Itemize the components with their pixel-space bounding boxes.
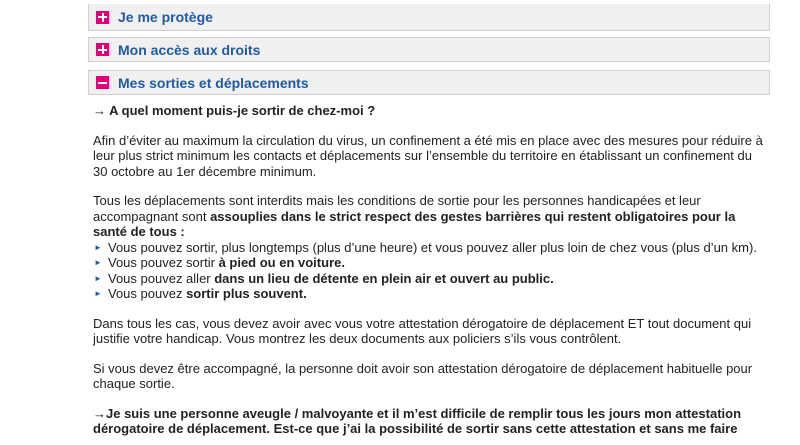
paragraph xyxy=(93,193,765,240)
accordion-header-mon-acces-aux-droits[interactable] xyxy=(88,37,770,62)
accordion-header-je-me-protege[interactable] xyxy=(88,4,770,31)
question-heading: →Je suis une personne aveugle / malvoyante et il m’est difficile de remplir tous les jours mon attestation dérogatoire de déplacement. Est-ce que j’ai la possibilité de sortir sans cette attestation et sans me faire xyxy=(93,405,742,436)
paragraph: Si vous devez être accompagné, la personne doit avoir son attestation dérogatoire de déplacement habituelle pour chaque sortie. xyxy=(93,360,753,391)
plus-icon[interactable] xyxy=(96,11,109,24)
list-item: ► Vous pouvez aller dans un lieu de détente en plein air et ouvert au public. xyxy=(94,270,554,286)
bullet-icon: ► xyxy=(94,258,102,267)
question-heading: → A quel moment puis-je sortir de chez-moi ? xyxy=(93,103,376,118)
accordion-title[interactable]: Mon accès aux droits xyxy=(118,41,261,58)
accordion-title[interactable]: Mes sorties et déplacements xyxy=(118,74,309,91)
paragraph: Dans tous les cas, vous devez avoir avec vous votre attestation dérogatoire de déplacement ET tout document qui justifie votre handicap. Vous montrez les deux documents aux policiers s’ils vous contrôlent. xyxy=(93,315,752,346)
bullet-icon: ► xyxy=(94,289,102,298)
bullet-icon: ► xyxy=(94,273,102,283)
paragraph-text: Tous les déplacements sont interdits mais les conditions de sortie pour les personnes handicapées et leur accompagnant sont xyxy=(93,193,701,224)
accordion-title[interactable]: Je me protège xyxy=(118,9,213,25)
list-item: ► Vous pouvez sortir, plus longtemps (plus d’une heure) et vous pouvez aller plus loin de chez vous (plus d’un km). xyxy=(94,239,757,255)
bullet-icon: ► xyxy=(94,242,102,252)
list-item: ► Vous pouvez sortir à pied ou en voiture. xyxy=(94,255,345,270)
paragraph: Afin d’éviter au maximum la circulation du virus, un confinement a été mis en place avec des mesures pour réduire à leur plus strict minimum les contacts et déplacements sur l’ensemble du territoire en établissant un confinement du 30 octobre au 1er décembre minimum. xyxy=(93,132,763,179)
bullet-list xyxy=(93,240,765,302)
list-item: ► Vous pouvez sortir plus souvent. xyxy=(94,286,307,301)
accordion-panel-content xyxy=(93,103,765,437)
accordion-header-mes-sorties-et-deplacements[interactable] xyxy=(88,70,770,95)
minus-icon[interactable] xyxy=(96,76,109,89)
plus-icon[interactable] xyxy=(96,43,109,56)
paragraph-bold: assouplies dans le strict respect des gestes barrières qui restent obligatoires pour la santé de tous : xyxy=(93,208,736,239)
